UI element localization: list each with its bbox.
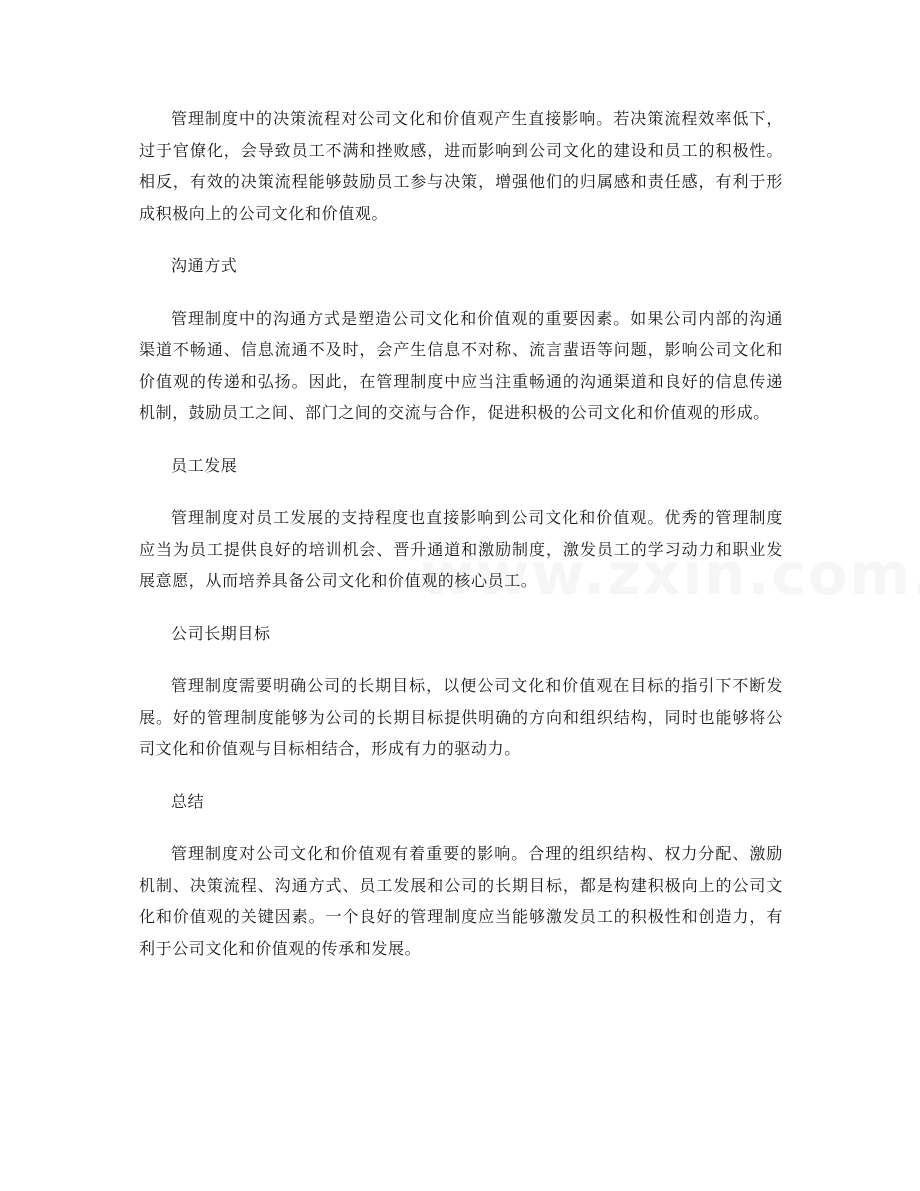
heading-summary: 总结 — [171, 791, 205, 811]
paragraph-decision-process: 管理制度中的决策流程对公司文化和价值观产生直接影响。若决策流程效率低下，过于官僚化，会导致员工不满和挫败感，进而影响到公司文化的建设和员工的积极性。相反，有效的决策流程能够鼓励员工参与决策，增强他们的归属感和责任感，有利于形成积极向上的公司文化和价值观。 — [139, 109, 783, 223]
paragraph-employee-development: 管理制度对员工发展的支持程度也直接影响到公司文化和价值观。优秀的管理制度应当为员工提供良好的培训机会、晋升通道和激励制度，激发员工的学习动力和职业发展意愿，从而培养具备公司文化和价值观的核心员工。 — [139, 508, 783, 590]
heading-employee-development: 员工发展 — [171, 455, 238, 475]
paragraph-communication: 管理制度中的沟通方式是塑造公司文化和价值观的重要因素。如果公司内部的沟通渠道不畅通、信息流通不及时，会产生信息不对称、流言蜚语等问题，影响公司文化和价值观的传递和弘扬。因此，在管理制度中应当注重畅通的沟通渠道和良好的信息传递机制，鼓励员工之间、部门之间的交流与合作，促进积极的公司文化和价值观的形成。 — [139, 308, 783, 422]
paragraph-long-term-goals: 管理制度需要明确公司的长期目标，以便公司文化和价值观在目标的指引下不断发展。好的管理制度能够为公司的长期目标提供明确的方向和组织结构，同时也能够将公司文化和价值观与目标相结合，形成有力的驱动力。 — [139, 676, 783, 758]
heading-long-term-goals: 公司长期目标 — [171, 623, 271, 643]
document-body — [139, 103, 783, 964]
paragraph-summary: 管理制度对公司文化和价值观有着重要的影响。合理的组织结构、权力分配、激励机制、决策流程、沟通方式、员工发展和公司的长期目标，都是构建积极向上的公司文化和价值观的关键因素。一个良好的管理制度应当能够激发员工的积极性和创造力，有利于公司文化和价值观的传承和发展。 — [139, 844, 783, 958]
heading-communication: 沟通方式 — [171, 256, 238, 275]
